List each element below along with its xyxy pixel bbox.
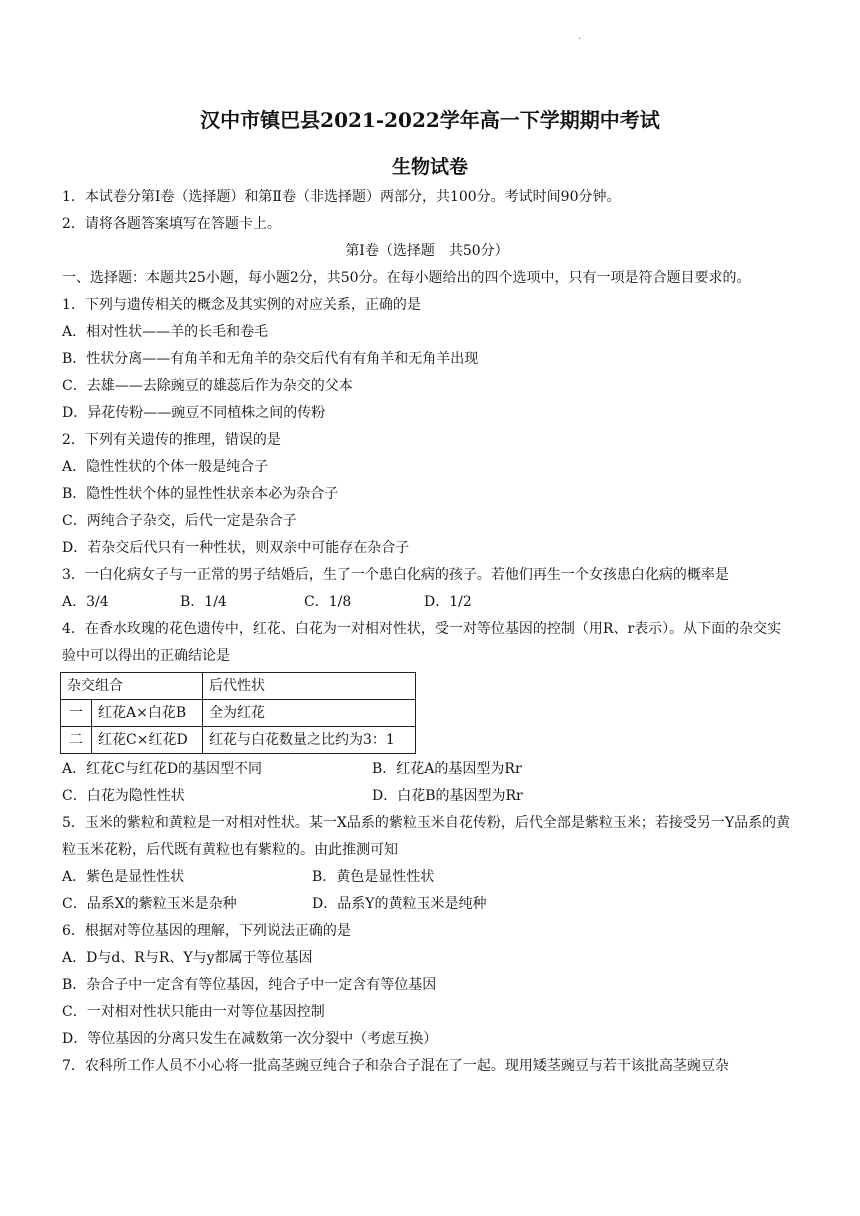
q2-option-b: B．隐性性状个体的显性性状亲本必为杂合子 (62, 486, 339, 502)
q2-stem: 2．下列有关遗传的推理，错误的是 (62, 432, 281, 448)
q3-option-c: C．1/8 (304, 594, 352, 610)
q1-option-d: D．异花传粉——豌豆不同植株之间的传粉 (62, 405, 326, 421)
exam-body (62, 184, 792, 1080)
q4-option-d: D．白花B的基因型为Rr (372, 788, 523, 804)
q5-options-cd (62, 891, 792, 918)
q1-stem: 1．下列与遗传相关的概念及其实例的对应关系，正确的是 (62, 297, 421, 313)
q2-option-a: A．隐性性状的个体一般是纯合子 (62, 459, 269, 475)
q6-option-a: A．D与d、R与R、Y与y都属于等位基因 (62, 950, 313, 966)
q4-option-c: C．白花为隐性性状 (62, 788, 185, 804)
table-row (61, 700, 416, 727)
table-row (61, 727, 416, 754)
q3-option-b: B．1/4 (180, 594, 227, 610)
table-header-cell: 后代性状 (203, 673, 416, 700)
q4-options-cd (62, 783, 792, 810)
cross-table (60, 672, 416, 754)
q4-option-a: A．红花C与红花D的基因型不同 (62, 761, 263, 777)
instruction-2: 2．请将各题答案填写在答题卡上。 (62, 216, 281, 232)
q5-option-a: A．紫色是显性性状 (62, 869, 185, 885)
q6-option-b: B．杂合子中一定含有等位基因，纯合子中一定含有等位基因 (62, 977, 437, 993)
q4-option-b: B．红花A的基因型为Rr (372, 761, 522, 777)
q5-option-c: C．品系X的紫粒玉米是杂种 (62, 896, 237, 912)
q1-option-a: A．相对性状——羊的长毛和卷毛 (62, 324, 269, 340)
q5-option-b: B．黄色是显性性状 (312, 869, 435, 885)
q7-stem: 7．农科所工作人员不小心将一批高茎豌豆纯合子和杂合子混在了一起。现用矮茎豌豆与若干该批高茎豌豆杂 (62, 1058, 729, 1074)
header-dot: · (578, 34, 582, 45)
q1-option-b: B．性状分离——有角羊和无角羊的杂交后代有有角羊和无角羊出现 (62, 351, 479, 367)
q3-stem: 3．一白化病女子与一正常的男子结婚后，生了一个患白化病的孩子。若他们再生一个女孩患白化病的概率是 (62, 567, 729, 583)
q6-stem: 6．根据对等位基因的理解，下列说法正确的是 (62, 923, 351, 939)
table-header-cell: 杂交组合 (61, 673, 203, 700)
table-header-row (61, 673, 416, 700)
table-cell: 一 (61, 700, 92, 727)
table-cell: 红花A×白花B (92, 700, 203, 727)
q6-option-c: C．一对相对性状只能由一对等位基因控制 (62, 1004, 325, 1020)
table-cell: 红花与白花数量之比约为3：1 (203, 727, 416, 754)
q5-stem: 5．玉米的紫粒和黄粒是一对相对性状。某一X品系的紫粒玉米自花传粉，后代全部是紫粒玉米；若接受另一Y品系的黄粒玉米花粉，后代既有黄粒也有紫粒的。由此推测可知 (62, 815, 791, 858)
q1-option-c: C．去雄——去除豌豆的雄蕊后作为杂交的父本 (62, 378, 353, 394)
q5-options-ab (62, 864, 792, 891)
q2-option-c: C．两纯合子杂交，后代一定是杂合子 (62, 513, 297, 529)
table-cell: 全为红花 (203, 700, 416, 727)
table-cell: 二 (61, 727, 92, 754)
instruction-1: 1．本试卷分第Ⅰ卷（选择题）和第Ⅱ卷（非选择题）两部分，共100分。考试时间90分钟。 (62, 189, 621, 205)
q5-option-d: D．品系Y的黄粒玉米是纯种 (312, 896, 487, 912)
section-intro: 一、选择题：本题共25小题，每小题2分，共50分。在每小题给出的四个选项中，只有一项是符合题目要求的。 (62, 270, 751, 286)
exam-title: 汉中市镇巴县2021-2022学年高一下学期期中考试 (200, 108, 660, 132)
q2-option-d: D．若杂交后代只有一种性状，则双亲中可能存在杂合子 (62, 540, 410, 556)
q3-options (62, 589, 792, 616)
section-heading: 第Ⅰ卷（选择题 共50分） (345, 243, 509, 259)
table-cell: 红花C×红花D (92, 727, 203, 754)
q4-options-ab (62, 756, 792, 783)
q3-option-d: D．1/2 (424, 594, 472, 610)
q6-option-d: D．等位基因的分离只发生在减数第一次分裂中（考虑互换） (62, 1031, 438, 1047)
q4-stem: 4．在香水玫瑰的花色遗传中，红花、白花为一对相对性状，受一对等位基因的控制（用R、r表示）。从下面的杂交实验中可以得出的正确结论是 (62, 621, 782, 664)
exam-subtitle: 生物试卷 (391, 156, 468, 178)
q3-option-a: A．3/4 (62, 594, 109, 610)
